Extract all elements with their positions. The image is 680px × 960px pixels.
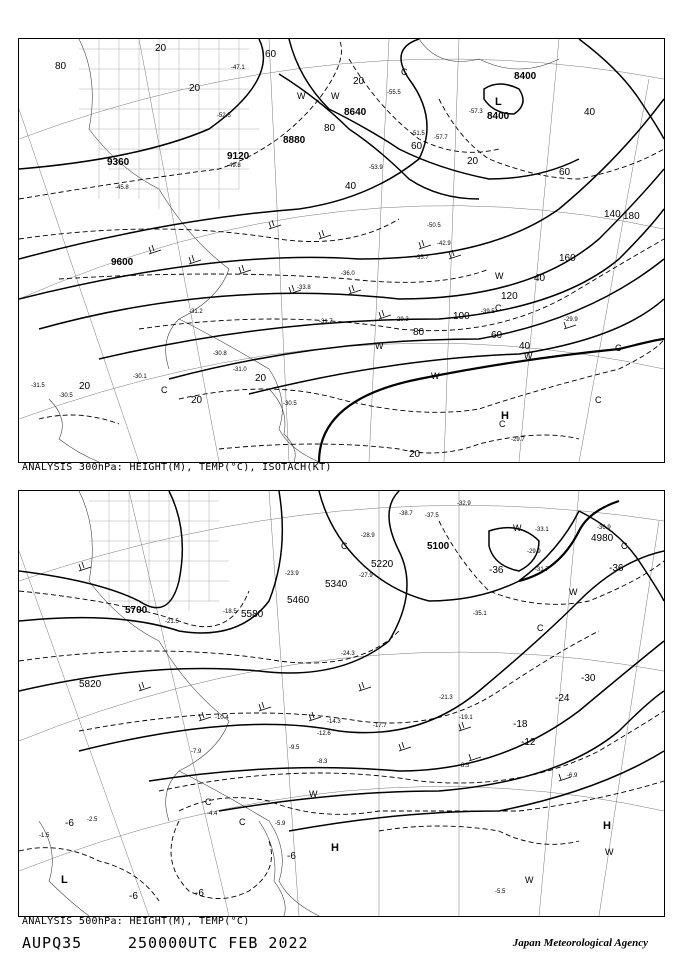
temp-label: -8.3: [317, 759, 328, 765]
temp-label: -37.5: [425, 513, 439, 519]
temp-label: -30.1: [133, 374, 147, 380]
cold-center-symbol: C: [537, 623, 544, 633]
temp-label: -4.4: [207, 811, 218, 817]
temp-label: -29.9: [564, 317, 578, 323]
isotach-label: 80: [324, 123, 336, 134]
warm-center-symbol: W: [431, 371, 440, 381]
temp-label: -6.9: [567, 773, 578, 779]
map-500hpa-svg: [19, 491, 664, 916]
map-panel-300hpa: [18, 38, 665, 463]
temp-label: -18.5: [223, 609, 237, 615]
warm-center-symbol: W: [495, 271, 504, 281]
temp-label: -49.8: [227, 163, 241, 169]
isotach-label: 20: [79, 381, 91, 392]
temp-label: -55.5: [387, 90, 401, 96]
temp-label: -7.9: [191, 749, 202, 755]
height-label: 8880: [283, 135, 306, 146]
temp-label: -23.9: [285, 571, 299, 577]
height-label: 5580: [241, 609, 264, 620]
warm-center-symbol: W: [309, 789, 318, 799]
high-pressure-symbol: H: [331, 842, 339, 854]
warm-center-symbol: W: [525, 875, 534, 885]
temp-label: -33.1: [535, 527, 549, 533]
isotach-contours: [19, 39, 664, 453]
temp-label: -5.9: [275, 821, 286, 827]
isotach-label: 120: [501, 291, 518, 302]
isotherm-label: -6: [195, 888, 204, 899]
isotach-label: 60: [265, 49, 277, 60]
temp-label: -57.3: [469, 109, 483, 115]
temp-label: -36.9: [597, 525, 611, 531]
temp-label: -19.1: [459, 715, 473, 721]
low-pressure-symbol: L: [61, 874, 68, 886]
cold-center-symbol: C: [595, 395, 602, 405]
height-label: 5340: [325, 579, 348, 590]
graticule: [19, 39, 664, 462]
height-contours: [19, 39, 664, 394]
temp-label: -28.9: [361, 533, 375, 539]
temp-label: -31.7: [535, 567, 549, 573]
height-label: 8400: [487, 111, 510, 122]
jet-isotach: [319, 339, 664, 462]
height-label: 8640: [344, 107, 367, 118]
temp-label: -35.1: [473, 611, 487, 617]
temp-label: -45.8: [115, 185, 129, 191]
height-label: 5460: [287, 595, 310, 606]
temp-label: -53.9: [369, 165, 383, 171]
temp-label: -24.3: [341, 651, 355, 657]
cold-center-symbol: C: [161, 385, 168, 395]
temp-label: -21.5: [165, 619, 179, 625]
temp-label: -32.9: [457, 501, 471, 507]
temp-label: -51.5: [411, 131, 425, 137]
isotach-label: 40: [519, 341, 531, 352]
temp-label: -14.3: [327, 719, 341, 725]
isotach-label: 160: [559, 253, 576, 264]
warm-center-symbol: W: [513, 523, 522, 533]
temp-label: -1.5: [39, 833, 50, 839]
isotherm-label: -36: [609, 563, 624, 574]
temp-label: -10.4: [215, 715, 229, 721]
high-pressure-symbol: H: [603, 820, 611, 832]
high-pressure-symbol: H: [501, 410, 509, 422]
isotach-label: 100: [453, 311, 470, 322]
isotherm-label: -36: [489, 565, 504, 576]
warm-center-symbol: W: [331, 91, 340, 101]
isotach-label: 40: [534, 273, 546, 284]
cold-center-symbol: C: [401, 67, 408, 77]
isotherm-label: -30: [581, 673, 596, 684]
isotach-label: 180: [623, 211, 640, 222]
isotach-label: 20: [255, 373, 267, 384]
temp-label: -52.5: [217, 113, 231, 119]
hatched-area: [89, 491, 229, 611]
isotach-label: 80: [413, 327, 425, 338]
cold-center-symbol: C: [495, 303, 502, 313]
temp-label: -9.5: [289, 745, 300, 751]
isotherm-label: -24: [555, 693, 570, 704]
isotach-label: 60: [411, 141, 423, 152]
cold-center-symbol: C: [621, 541, 628, 551]
temp-label: -5.5: [495, 889, 506, 895]
wind-barbs: [149, 220, 576, 329]
temp-label: -2.5: [87, 817, 98, 823]
temp-label: -57.7: [434, 135, 448, 141]
temp-label: -29.3: [395, 317, 409, 323]
isotach-label: 20: [409, 449, 421, 460]
isotherm-label: -6: [129, 891, 138, 902]
temp-label: -31.5: [31, 383, 45, 389]
agency-name: Japan Meteorological Agency: [512, 937, 648, 949]
cold-center-symbol: C: [341, 541, 348, 551]
isotach-label: 140: [604, 209, 621, 220]
valid-time: 250000UTC FEB 2022: [128, 934, 309, 952]
temp-label: -31.7: [319, 319, 333, 325]
cold-center-symbol: C: [615, 343, 622, 353]
isotherm-label: -6: [65, 818, 74, 829]
height-label: 9360: [107, 157, 130, 168]
low-pressure-symbol: L: [495, 96, 502, 108]
temp-label: -31.2: [189, 309, 203, 315]
warm-center-symbol: W: [297, 91, 306, 101]
cold-center-symbol: C: [205, 797, 212, 807]
map-panel-500hpa: [18, 490, 665, 917]
height-label: 8400: [514, 71, 537, 82]
isotach-label: 20: [467, 156, 479, 167]
warm-center-symbol: W: [375, 341, 384, 351]
wind-barbs: [79, 562, 571, 781]
isotherm-label: -6: [287, 851, 296, 862]
temp-label: -12.6: [317, 731, 331, 737]
temp-label: -30.5: [283, 401, 297, 407]
temp-label: -30.8: [213, 351, 227, 357]
temp-label: -50.5: [427, 223, 441, 229]
warm-center-symbol: W: [569, 587, 578, 597]
temp-label: -42.9: [437, 241, 451, 247]
temp-label: -35.7: [415, 255, 429, 261]
isotherm-contours: [19, 521, 664, 901]
isotach-label: 20: [353, 76, 365, 87]
temp-label: -29.7: [511, 437, 525, 443]
temp-label: -8.5: [459, 763, 470, 769]
temp-label: -39.5: [481, 309, 495, 315]
temp-label: -27.9: [359, 573, 373, 579]
height-label: 9120: [227, 151, 250, 162]
temp-label: -17.7: [373, 723, 387, 729]
isotach-label: 60: [491, 330, 503, 341]
cold-center-symbol: C: [239, 817, 246, 827]
temp-label: -21.3: [439, 695, 453, 701]
isotach-label: 20: [155, 43, 167, 54]
temp-label: -36.0: [341, 271, 355, 277]
warm-center-symbol: W: [605, 847, 614, 857]
isotach-label: 80: [55, 61, 67, 72]
temp-label: -31.0: [233, 367, 247, 373]
height-label: 5700: [125, 605, 148, 616]
chart-id: AUPQ35: [22, 934, 83, 952]
panel-300-caption: ANALYSIS 300hPa: HEIGHT(M), TEMP(°C), ISOTACH(KT): [22, 462, 332, 473]
isotach-label: 20: [189, 83, 201, 94]
warm-center-symbol: W: [524, 351, 533, 361]
cold-center-symbol: C: [499, 419, 506, 429]
isotach-label: 60: [559, 167, 571, 178]
map-300hpa-svg: [19, 39, 664, 462]
isotherm-label: -12: [521, 737, 536, 748]
isotherm-label: -18: [513, 719, 528, 730]
temp-label: -29.9: [527, 549, 541, 555]
height-label: 4980: [591, 533, 614, 544]
panel-500-caption: ANALYSIS 500hPa: HEIGHT(M), TEMP(°C): [22, 916, 250, 927]
height-label: 9600: [111, 257, 134, 268]
isotach-label: 20: [191, 395, 203, 406]
height-label: 5100: [427, 541, 450, 552]
temp-label: -30.5: [59, 393, 73, 399]
temp-label: -33.8: [297, 285, 311, 291]
temp-label: -47.1: [231, 65, 245, 71]
temp-label: -38.7: [399, 511, 413, 517]
isotach-label: 40: [345, 181, 357, 192]
coastline: [49, 39, 559, 462]
isotach-label: 40: [584, 107, 596, 118]
height-label: 5820: [79, 679, 102, 690]
height-label: 5220: [371, 559, 394, 570]
